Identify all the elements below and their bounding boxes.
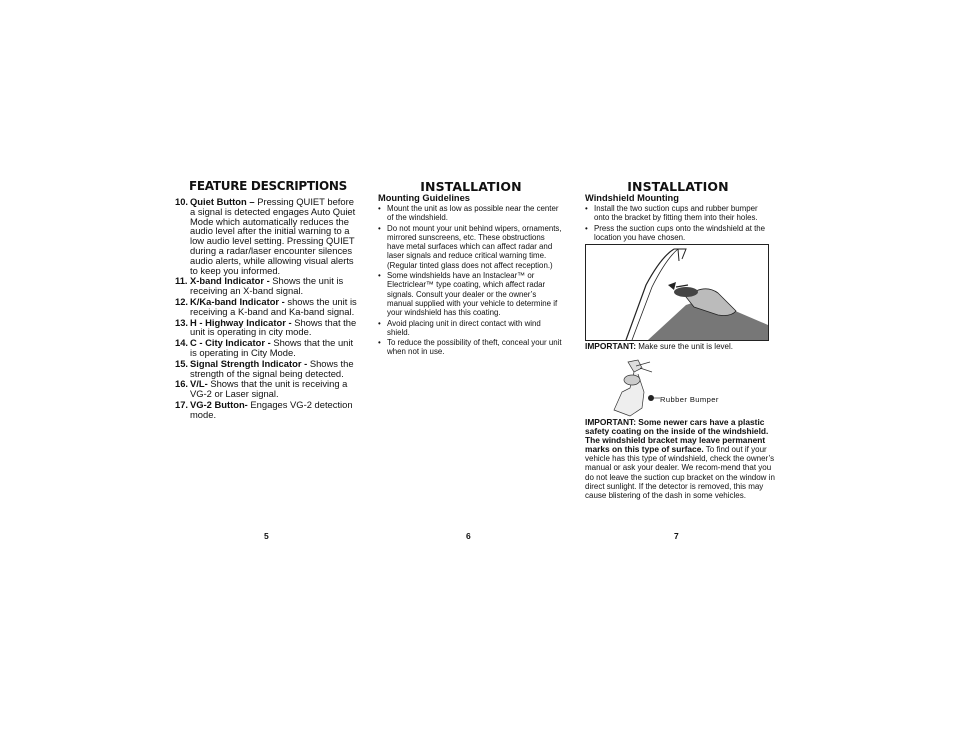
windshield-mounting-illustration	[585, 244, 769, 341]
feature-descriptions-heading: FEATURE DESCRIPTIONS	[189, 179, 347, 193]
installation-heading: INSTALLATION	[420, 179, 522, 194]
bracket-illustration	[600, 358, 750, 418]
list-item: 12. K/Ka-band Indicator - shows the unit is receiving a K-band and Ka-band signal.	[175, 295, 357, 317]
list-item: 14. C - City Indicator - Shows that the unit is operating in City Mode.	[175, 337, 354, 358]
list-item: 13. H - Highway Indicator - Shows that the unit is operating in city mode.	[175, 316, 357, 338]
bullet-icon: •	[585, 204, 588, 213]
bullet-icon: •	[585, 223, 588, 233]
page-number-7: 7	[674, 531, 679, 541]
list-item: 17. VG-2 Button- Engages VG-2 detection mode.	[175, 398, 353, 420]
bullet-icon: •	[378, 223, 381, 233]
bullet-icon: •	[378, 271, 381, 281]
list-item: • Install the two suction cups and rubber bumper onto the bracket by fitting them into their holes.	[585, 204, 758, 223]
list-item: • Press the suction cups onto the windshield at the location you have chosen.	[585, 223, 766, 242]
bullet-icon: •	[378, 204, 381, 213]
mounting-guidelines-heading: Mounting Guidelines	[378, 193, 470, 203]
page-6-column	[378, 180, 564, 358]
list-item: 16. V/L- Shows that the unit is receiving a VG-2 or Laser signal.	[175, 378, 348, 400]
rubber-bumper-label: Rubber Bumper	[660, 395, 719, 404]
installation-heading: INSTALLATION	[627, 179, 729, 194]
page-number-6: 6	[466, 531, 471, 541]
list-item: 15. Signal Strength Indicator - Shows the strength of the signal being detected.	[175, 357, 354, 379]
list-item: • Do not mount your unit behind wipers, ornaments, mirrored sunscreens, etc. These obstructions have metal surfaces which can affect radar and laser signals and reduce critical warning time. (Regular tinted glass does not affect reception.)	[378, 223, 562, 270]
page-5-column	[175, 180, 361, 421]
page-7-column	[585, 180, 771, 243]
list-item: • Avoid placing unit in direct contact with wind shield.	[378, 318, 541, 337]
list-item: • Some windshields have an Instaclear™ or Electriclear™ type coating, which affect radar signals. Consult your dealer or the owner’s manual supplied with your vehicle to determine if your windshield has this coating.	[378, 271, 558, 318]
hand-on-windshield-icon	[586, 245, 768, 340]
bullet-icon: •	[378, 338, 381, 348]
level-note: IMPORTANT: Make sure the unit is level.	[585, 341, 733, 351]
guidelines-list	[378, 204, 564, 357]
plastic-coating-note: IMPORTANT: Some newer cars have a plastic safety coating on the inside of the windshield. The windshield bracket may leave permanent marks on this type of surface. To find out if your vehicle has this type of windshield, check the owner’s manual or ask your dealer. We recom-mend that you do not leave the suction cup bracket on the window in direct sunlight. If the detector is removed, this may cause blistering of the dash in some vehicles.	[585, 417, 775, 500]
list-item: • Mount the unit as low as possible near the center of the windshield.	[378, 204, 559, 223]
list-item: 11. X-band Indicator - Shows the unit is receiving an X-band signal.	[175, 275, 344, 297]
mounting-steps-list	[585, 204, 771, 242]
list-item: 10. Quiet Button – Pressing QUIET before a signal is detected engages Auto Quiet Mode which automatically reduces the audio level after the initial warning to a low audio level setting. Pressing QUIET during a radar/laser encounter silences audio alerts, while allowing visual alerts to keep you informed.	[175, 196, 356, 276]
page-number-5: 5	[264, 531, 269, 541]
bullet-icon: •	[378, 318, 381, 328]
windshield-mounting-heading: Windshield Mounting	[585, 193, 679, 203]
list-item: • To reduce the possibility of theft, conceal your unit when not in use.	[378, 338, 562, 357]
feature-list	[175, 197, 361, 420]
